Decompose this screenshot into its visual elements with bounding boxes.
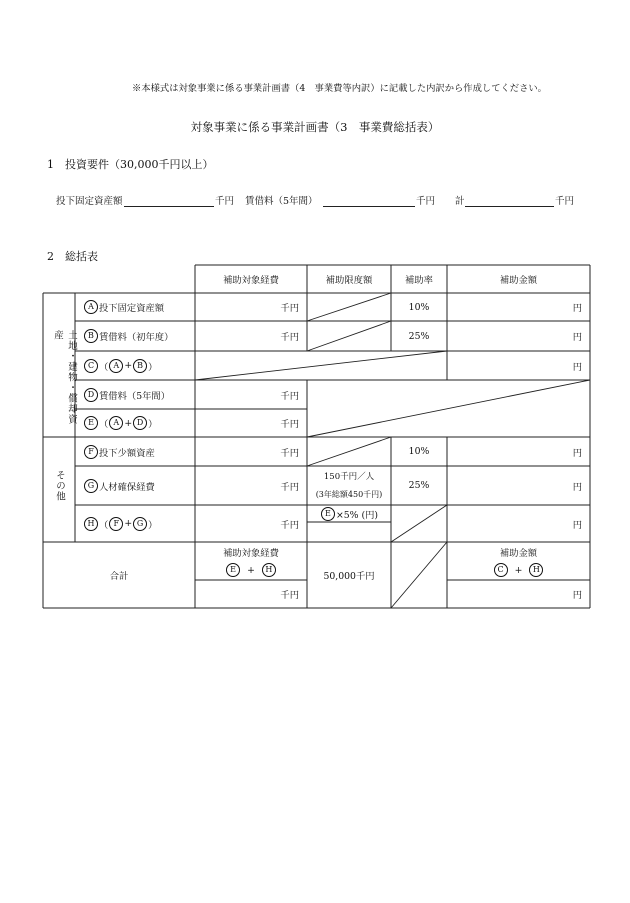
mark-d-icon: D [84,388,98,402]
row-e-close: ） [148,419,158,430]
row-c-open: （ [99,361,109,373]
row-e-open: （ [99,419,109,430]
rent-unit: 千円 [416,196,436,207]
total-limit: 50,000千円 [323,571,375,582]
row-f-label: 投下少額資産 [99,447,155,459]
row-d-cost[interactable]: 千円 [280,390,299,402]
row-a-rate: 10% [408,301,430,313]
total-amount-formula [447,562,590,578]
total-cost-value[interactable]: 千円 [280,590,299,601]
mark-h-icon: H [84,517,98,531]
total-amount-plus: + [514,564,523,576]
row-c-plus: + [124,360,133,371]
total-mark-e-icon: E [226,563,240,577]
row-h-amount[interactable]: 円 [572,519,582,531]
row-g-limit-line2: (3年総額450千円) [315,489,383,499]
row-f-rate: 10% [408,446,430,457]
row-a-amount[interactable]: 円 [572,303,582,314]
row-g-item [75,466,195,505]
section1-heading: 1 投資要件（30,000千円以上） [47,158,214,171]
row-g-amount[interactable]: 円 [572,481,582,493]
col-limit: 補助限度額 [325,275,373,286]
row-h-open: （ [99,519,109,531]
total-cost-header: 補助対象経費 [223,548,279,559]
document-title: 対象事業に係る事業計画書（3 事業費総括表） [190,120,440,134]
mark-f-ref-icon: F [109,517,123,531]
total-row-label: 合計 [109,571,129,582]
mark-a-ref2-icon: A [109,416,123,430]
row-b-cost[interactable]: 千円 [280,332,299,343]
total-mark-h2-icon: H [529,563,543,577]
total-amount-header: 補助金額 [499,548,538,559]
row-h-plus: + [124,518,133,529]
group-other-label: その他 [54,470,65,502]
mark-e-ref-icon: E [321,507,335,521]
row-e-plus: + [124,417,133,429]
row-a-item [75,293,195,321]
mark-b-ref-icon: B [133,359,147,373]
section2-heading: 2 総括表 [47,250,98,263]
total-cost-plus: + [247,564,255,576]
row-b-amount[interactable]: 円 [572,332,582,343]
row-g-label: 人材確保経費 [99,481,155,493]
mark-c-icon: C [84,359,98,373]
row-c-amount[interactable]: 円 [572,361,582,373]
total-mark-c-icon: C [494,563,508,577]
row-a-label: 投下固定資産額 [99,303,165,314]
col-amount: 補助金額 [499,275,538,286]
row-b-label: 賃借料（初年度） [99,332,174,343]
total-cost-formula [195,562,307,578]
group-land-label: 土地・建物・償却資産 [52,330,77,425]
row-a-cost[interactable]: 千円 [280,303,299,314]
row-d-label: 賃借料（5年間） [99,390,170,402]
fixed-asset-unit: 千円 [215,196,235,207]
row-f-cost[interactable]: 千円 [280,447,299,459]
mark-d-ref-icon: D [133,416,147,430]
row-e-cost[interactable]: 千円 [280,419,299,430]
row-h-close: ） [148,519,158,531]
row-b-rate: 25% [408,330,430,342]
row-g-rate: 25% [408,480,430,491]
row-c-close: ） [148,361,158,373]
row-h-limit-text: ×5% (円) [335,509,379,521]
total-unit: 千円 [555,196,575,207]
row-h-item [75,505,195,542]
mark-g-icon: G [84,479,98,493]
row-g-cost[interactable]: 千円 [280,481,299,493]
col-eligible-cost: 補助対象経費 [223,275,279,286]
row-f-amount[interactable]: 円 [572,447,582,459]
mark-b-icon: B [84,329,98,343]
header-note: ※本様式は対象事業に係る事業計画書（4 事業費等内訳）に記載した内訳から作成してください。 [132,83,547,94]
row-d-item [75,380,195,409]
total-label: 計 [455,196,465,207]
rent-label: 賃借料（5年間） [245,196,318,207]
mark-e-icon: E [84,416,98,430]
row-c-item [75,351,195,380]
mark-a-ref-icon: A [109,359,123,373]
total-mark-h-icon: H [262,563,276,577]
mark-a-icon: A [84,300,98,314]
row-f-item [75,437,195,466]
total-amount-value[interactable]: 円 [572,590,582,601]
row-g-limit-line1: 150千円／人 [323,472,375,482]
mark-g-ref-icon: G [133,517,147,531]
mark-f-icon: F [84,445,98,459]
fixed-asset-label: 投下固定資産額 [56,196,123,207]
col-rate: 補助率 [405,275,433,286]
row-e-item [75,409,195,437]
row-h-limit [307,505,391,522]
row-b-item [75,321,195,351]
row-h-cost[interactable]: 千円 [280,519,299,531]
